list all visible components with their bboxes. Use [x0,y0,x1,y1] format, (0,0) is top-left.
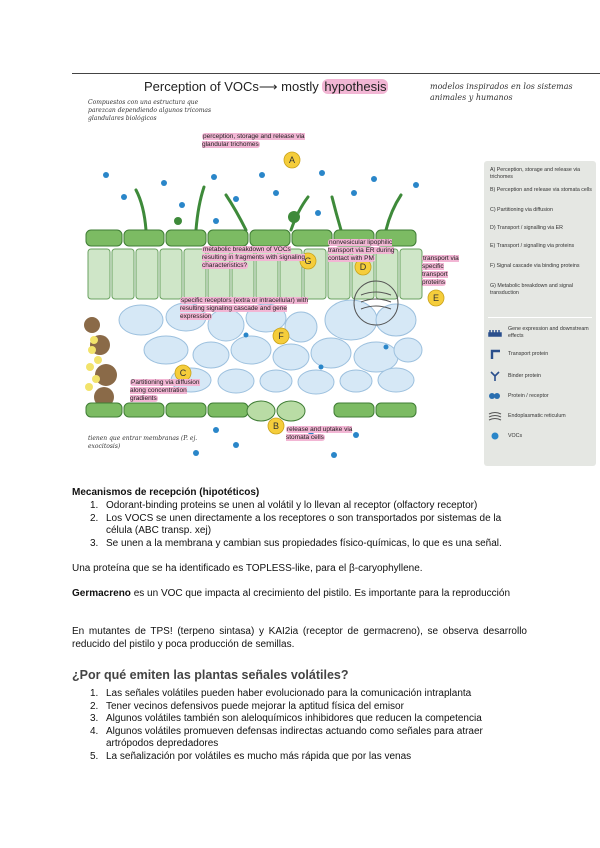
germacreno-text: es un VOC que impacta al crecimiento del pistilo. Es importante para la reproducción [130,588,510,599]
legend-endoplasmatic-reticulum: Endoplasmatic reticulum [508,413,566,419]
figure-title-highlight: hypothesis [324,79,387,94]
legend-item-g: G) Metabolic breakdown and signal transduction [490,283,574,296]
list-item: 2. Tener vecinos defensivos puede mejorar la aptitud física del emisor [90,700,404,712]
list-item: 1. Las señales volátiles pueden haber evolucionado para la comunicación intraplanta [90,688,472,699]
transport-protein-icon [488,349,502,359]
legend-item-f: F) Signal cascade via binding proteins [490,263,580,269]
legend-transport-protein: Transport protein [508,351,549,357]
legend-vocs: VOCs [508,433,523,439]
label-f: specific receptors (extra or intracellular) with resulting signaling cascade and gene expression [180,297,309,320]
legend-protein-receptor: Protein / receptor [508,393,549,399]
figure-title [144,79,388,95]
legend-item-b: B) Perception and release via stomata cells [490,187,592,193]
label-g: metabolic breakdown of VOCs resulting in fragments with signaling characteristics? [202,246,305,269]
mechanisms-list [72,500,527,550]
paragraph-germacreno [72,588,527,601]
figure-title-mid: mostly [277,79,323,94]
marker-c: C [179,368,187,378]
section-heading-why: ¿Por qué emiten las plantas señales volátiles? [72,668,349,682]
handwritten-note-top-right: modelos inspirados en los sistemas animales y humanos [430,82,573,102]
marker-f: F [278,331,284,341]
legend-item-c: C) Partitioning via diffusion [490,207,553,213]
label-d: nonvesicular lipophilic transport via ER during contact with PM [328,239,395,262]
list-item: 4. Algunos volátiles promueven defensas indirectas actuando como señales para atraer artrópodos depredadores [90,725,483,749]
reasons-list [72,688,532,763]
gene-expression-icon [488,327,502,337]
paragraph-topless: Una proteína que se ha identificado es TOPLESS-like, para el β-caryophyllene. [72,563,423,574]
label-c: Partitioning via diffusion along concentration gradients [130,379,200,402]
paragraph-mutants: En mutantes de TPS! (terpeno sintasa) y KAI2ia (receptor de germacreno), se observa desarrollo reducido del pistilo y poca producción de semillas. [72,626,527,650]
figure-title-arrow: ⟶ [258,79,278,94]
legend-binder-protein: Binder protein [508,373,541,379]
endoplasmatic-reticulum-icon [488,411,502,421]
list-item: 1. Odorant-binding proteins se unen al volátil y lo llevan al receptor (olfactory receptor) [90,500,478,511]
legend-item-a: A) Perception, storage and release via trichomes [490,167,581,180]
voc-icon [488,431,502,441]
label-b: release and uptake via stomata cells [286,426,353,441]
handwritten-note-bottom-left: tienen que entrar membranas (P. ej. exocitosis) [88,435,198,450]
list-item: 2. Los VOCS se unen directamente a los receptores o son transportados por sistemas de la célula (ABC transp. xej) [90,512,502,536]
legend-item-d: D) Transport / signalling via ER [490,225,564,231]
marker-b: B [272,421,280,431]
list-item: 3. Algunos volátiles también son aleloquímicos inhibidores que reducen la competencia [90,713,482,724]
vascular-bundle [84,317,117,407]
voc-perception-figure [72,73,600,473]
binder-protein-icon [488,371,502,381]
section-heading-mechanisms: Mecanismos de recepción (hipotéticos) [72,487,260,498]
marker-g: G [304,256,312,266]
marker-d: D [359,262,367,272]
legend-item-e: E) Transport / signalling via proteins [490,243,575,249]
marker-e: E [432,293,440,303]
label-e: transport via specific transport proteins [422,255,459,286]
list-item: 5. La señalización por volátiles es mucho más rápida que por las venas [90,750,412,762]
figure-title-prefix: Perception of VOCs [144,79,259,94]
protein-receptor-icon [488,391,502,401]
figure-top-rule [72,73,600,74]
legend-gene-expression: Gene expression and downstream effects [508,326,589,339]
label-a: perception, storage and release via glandular trichomes [202,133,305,148]
marker-a: A [288,155,296,165]
legend-divider [488,317,592,318]
handwritten-note-top-left: Compuestos con una estructura que parezcan dependiendo algunos tricomas glandulares biológicos [88,99,212,122]
list-item: 3. Se unen a la membrana y cambian sus propiedades físico-químicas, lo que es una señal. [90,537,502,549]
germacreno-term: Germacreno [72,588,131,599]
figure-legend [484,161,596,466]
